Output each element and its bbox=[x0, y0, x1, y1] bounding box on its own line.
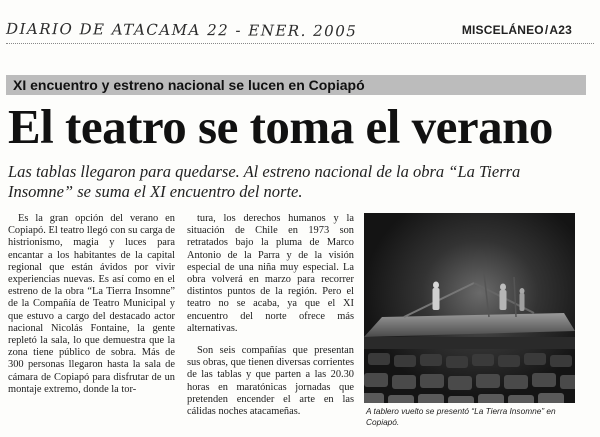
theater-stage-photo bbox=[364, 213, 575, 403]
article-kicker: XI encuentro y estreno nacional se lucen en Copiapó bbox=[6, 75, 586, 95]
section-separator: / bbox=[544, 23, 549, 37]
column-2-paragraph-1: tura, los derechos humanos y la situación de Chile en 1973 son retratados bajo la pluma de Marco Antonio de la Parra y de la visión especial de una niña muy especial. La obra volverá en marzo para recorrer distintos puntos de la región. Pero el teatro no se acaba, ya que el XI encuentro del norte ofrece más alternativas. bbox=[187, 213, 354, 334]
article-column-2 bbox=[187, 213, 354, 435]
article-deck: Las tablas llegaron para quedarse. Al estreno nacional de la obra “La Tierra Insomne” se suma el XI encuentro del norte. bbox=[8, 162, 521, 201]
handwritten-source-note: DIARIO DE ATACAMA 22 - ENER. 2005 bbox=[5, 19, 358, 41]
column-1-paragraph: Es la gran opción del verano en Copiapó. El teatro llegó con su carga de histrionismo, magia y luces para encantar a los habitantes de la capital regional que están ávidos por vivir experiencias nuevas. Es así como en el estreno de la obra “La Tierra Insomne” de la Compañía de Teatro Municipal y que estuvo a cargo del destacado actor nacional Nicolás Fontaine, la gente repletó la sala, lo que demuestra que la zona tiene público de sobra. Más de 300 personas llegaron hasta la sala de cámara de Copiapó para disfrutar de un montaje extremo, donde la tor- bbox=[8, 213, 175, 395]
photo-caption: A tablero vuelto se presentó “La Tierra Insomne” en Copiapó. bbox=[366, 406, 556, 427]
header-rule bbox=[6, 43, 594, 44]
article-headline: El teatro se toma el verano bbox=[8, 99, 553, 154]
section-name: MISCELÁNEO bbox=[461, 23, 544, 37]
column-2-paragraph-2: Son seis compañías que presentan sus obras, que tienen diversas corrientes de las tablas y que parten a las 20.30 horas en maratónicas jornadas que pretenden encender el arte en las cálidas noches atacameñas. bbox=[187, 345, 354, 418]
page-number: A23 bbox=[549, 23, 572, 37]
section-header bbox=[462, 23, 572, 37]
article-column-1 bbox=[8, 213, 175, 435]
stage-photo-illustration bbox=[364, 213, 575, 403]
